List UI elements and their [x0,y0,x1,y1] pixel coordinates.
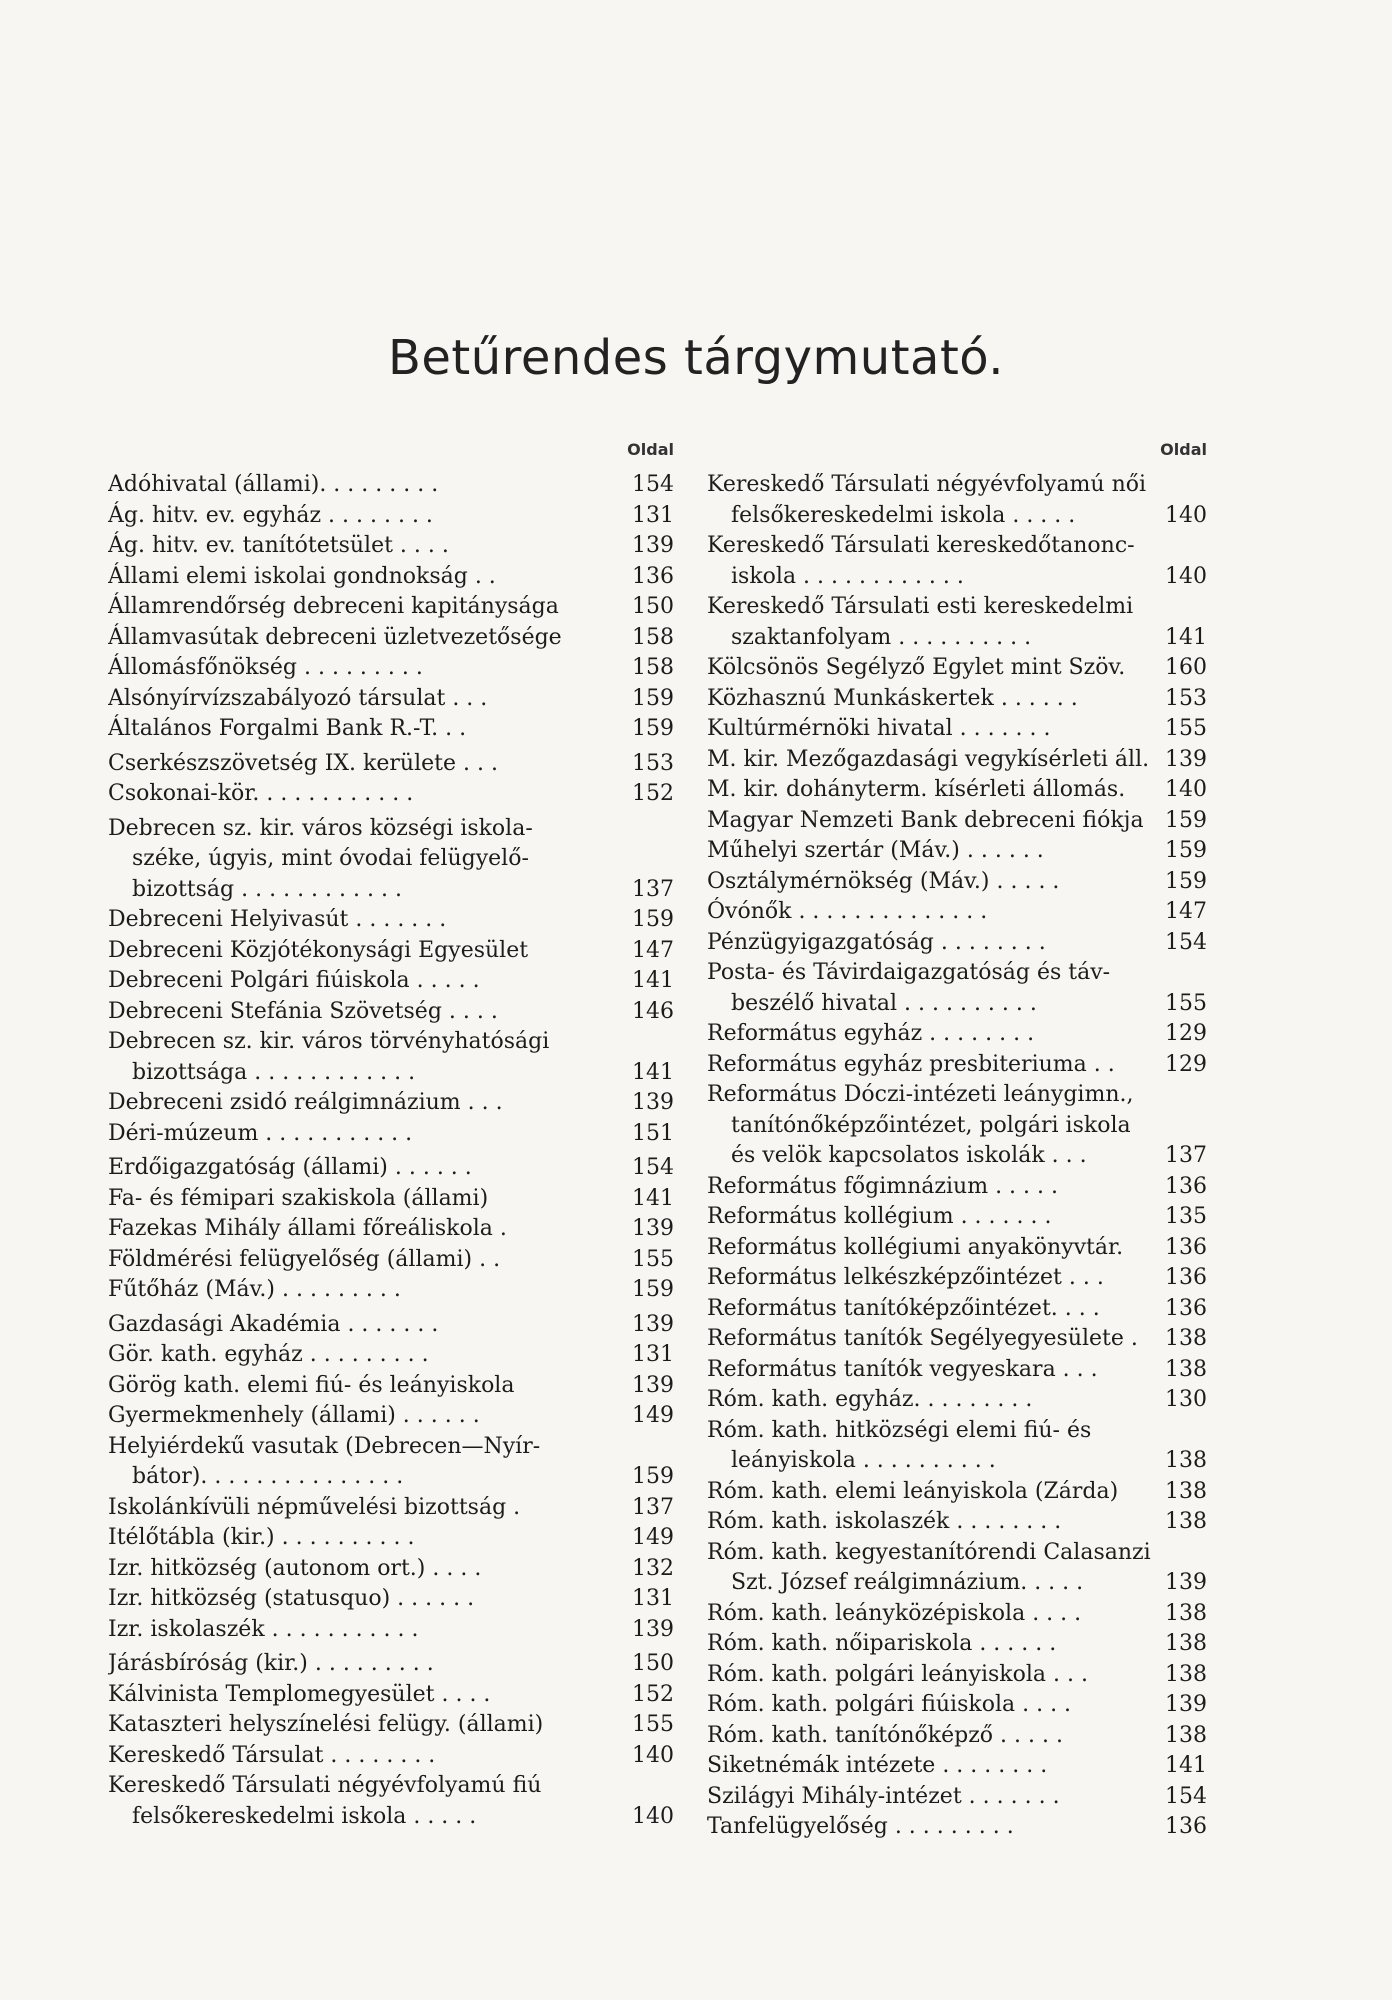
page-number: 160 [1165,655,1207,680]
entry-text: Erdőigazgatóság (állami) . . . . . . [108,1155,472,1180]
index-entry [108,966,674,997]
page-number: 137 [632,1494,674,1520]
entry-text: Fűtőház (Máv.) . . . . . . . . . [108,1277,401,1302]
index-entry [707,1355,1207,1386]
page-number: 158 [632,655,674,680]
index-entry [707,1782,1207,1813]
page-number: 151 [632,1120,674,1146]
index-entry [707,1751,1207,1782]
entry-text: Államrendőrség debreceni kapitánysága [108,594,559,619]
index-entry [108,1680,674,1711]
page-number: 159 [632,685,674,711]
entry-text: Állomásfőnökség . . . . . . . . . [108,655,423,680]
entry-text: beszélő hivatal . . . . . . . . . . [731,990,1037,1016]
page-number: 159 [632,1277,674,1302]
index-entry [707,806,1207,837]
index-entry [707,1477,1207,1508]
page-number: 136 [632,563,674,589]
page-number: 141 [1165,624,1207,650]
entry-text: Cserkészszövetség IX. kerülete . . . [108,750,498,776]
index-entry [108,1710,674,1741]
entry-text: Gazdasági Akadémia . . . . . . . [108,1311,439,1337]
entry-text: Róm. kath. leányközépiskola . . . . [707,1600,1082,1626]
page-number: 138 [1165,1661,1207,1687]
entry-text: Gyermekmenhely (állami) . . . . . . [108,1403,480,1428]
index-entry [108,1741,674,1772]
entry-text: Siketnémák intézete . . . . . . . . [707,1753,1048,1778]
index-entry [707,1019,1207,1050]
entry-text: Izr. hitközség (statusquo) . . . . . . [108,1586,475,1611]
page-number: 155 [1165,990,1207,1016]
entry-text: Kálvinista Templomegyesület . . . . [108,1681,491,1707]
page-number: 153 [1165,685,1207,711]
index-entry [108,623,674,654]
entry-text: Ág. hitv. ev. tanítótetsület . . . . [108,533,449,558]
index-entry [707,867,1207,898]
page-number: 159 [632,907,674,932]
entry-text: Itélőtábla (kir.) . . . . . . . . . . [108,1525,415,1550]
page-number: 138 [1165,1509,1207,1534]
index-entry [108,1523,674,1554]
entry-text: Csokonai-kör. . . . . . . . . . . . [108,781,414,806]
index-entry [108,1214,674,1245]
entry-text: Debreceni zsidó reálgimnázium . . . [108,1090,503,1115]
entry-text: Állami elemi iskolai gondnokság . . [108,563,496,589]
entry-text: Kereskedő Társulati esti kereskedelmi [707,594,1134,619]
entry-text: Fazekas Mihály állami főreáliskola . [108,1216,507,1241]
page-number: 138 [1165,1600,1207,1626]
index-entry [108,1027,674,1088]
page-number: 139 [1165,746,1207,772]
entry-text: Róm. kath. polgári fiúiskola . . . . [707,1692,1072,1717]
entry-text: Déri-múzeum . . . . . . . . . . . [108,1120,413,1146]
index-entry [108,470,674,501]
index-entry [108,1340,674,1371]
index-entry [108,779,674,810]
page-number: 132 [632,1555,674,1581]
entry-text: Kölcsönös Segélyző Egylet mint Szöv. [707,655,1126,680]
entry-text: Járásbíróság (kir.) . . . . . . . . . [108,1651,434,1676]
index-entries [707,470,1207,1843]
entry-text: Szilágyi Mihály-intézet . . . . . . . [707,1783,1060,1809]
page-number: 154 [632,472,674,497]
page-number: 139 [632,533,674,558]
index-entry [108,501,674,532]
index-entry [707,684,1207,715]
page-number: 155 [632,1246,674,1272]
entry-text: Posta- és Távirdaigazgatóság és táv- [707,960,1111,985]
page-number: 146 [632,998,674,1024]
index-entry [108,1153,674,1184]
page-number: 131 [632,1342,674,1367]
page-column-header: Oldal [1160,440,1207,459]
page-number: 158 [632,624,674,650]
entry-text: bizottság . . . . . . . . . . . . [132,876,402,902]
index-entry [108,905,674,936]
page-number: 147 [632,937,674,963]
index-entry [108,1649,674,1680]
index-entry [707,1629,1207,1660]
index-entry [108,562,674,593]
index-entry [108,1088,674,1119]
page-number: 139 [632,1616,674,1642]
index-entry [707,1172,1207,1203]
entry-text: széke, úgyis, mint óvodai felügyelő- [132,846,529,871]
index-entry [108,1615,674,1646]
index-column-left [108,440,674,1832]
index-entry [108,1184,674,1215]
page-number: 138 [1165,1631,1207,1656]
index-entry [707,1690,1207,1721]
entry-text: Református egyház . . . . . . . . [707,1021,1035,1046]
page-number: 149 [632,1403,674,1428]
entry-text: Kereskedő Társulat . . . . . . . . [108,1742,436,1768]
entry-text: Róm. kath. elemi leányiskola (Zárda) [707,1478,1119,1504]
page-number: 155 [632,1712,674,1737]
page-number: 159 [1165,838,1207,863]
entry-text: Gör. kath. egyház . . . . . . . . . [108,1342,429,1367]
page-number: 155 [1165,716,1207,741]
page-number: 131 [632,1586,674,1611]
index-entry [707,1385,1207,1416]
index-entry [108,1310,674,1341]
index-entry [707,1721,1207,1752]
page-number: 138 [1165,1478,1207,1504]
index-entry [108,1119,674,1150]
index-entries [108,470,674,1832]
page-number: 139 [1165,1570,1207,1595]
entry-text: Izr. hitközség (autonom ort.) . . . . [108,1555,482,1581]
entry-text: bizottsága . . . . . . . . . . . . [132,1059,416,1085]
page-number: 136 [1165,1265,1207,1290]
index-entry [707,775,1207,806]
entry-text: Alsónyírvízszabályozó társulat . . . [108,685,488,711]
entry-text: Debreceni Közjótékonysági Egyesület [108,937,529,963]
page-number: 130 [1165,1387,1207,1412]
index-entry [707,745,1207,776]
page-number: 159 [632,1464,674,1489]
entry-text: Magyar Nemzeti Bank debreceni fiókja [707,807,1144,833]
entry-text: Református tanítók Segélyegyesülete . [707,1326,1138,1351]
entry-text: Kereskedő Társulati kereskedőtanonc- [707,533,1135,558]
index-entry [707,958,1207,1019]
index-entry [707,928,1207,959]
page-number: 153 [632,750,674,776]
index-entry [707,470,1207,531]
entry-text: Kereskedő Társulati négyévfolyamú női [707,472,1147,497]
entry-text: Kultúrmérnöki hivatal . . . . . . . [707,716,1051,741]
index-entry [707,1080,1207,1172]
page-number: 139 [632,1090,674,1115]
entry-text: leányiskola . . . . . . . . . . [731,1448,996,1473]
entry-text: M. kir. Mezőgazdasági vegykísérleti áll. [707,746,1150,772]
page-number: 139 [1165,1692,1207,1717]
index-entry [707,1294,1207,1325]
page-number: 139 [632,1372,674,1398]
entry-text: Általános Forgalmi Bank R.-T. . . [108,716,467,741]
entry-text: Tanfelügyelőség . . . . . . . . . [707,1814,1014,1839]
entry-text: Kereskedő Társulati négyévfolyamú fiú [108,1773,542,1798]
index-entry [108,1584,674,1615]
page-title: Betűrendes tárgymutató. [387,330,1005,386]
entry-text: Debreceni Helyivasút . . . . . . . [108,907,447,932]
entry-text: Szt. József reálgimnázium. . . . . [731,1570,1084,1595]
page-number: 141 [632,1185,674,1211]
entry-text: Izr. iskolaszék . . . . . . . . . . . [108,1616,419,1642]
entry-text: Debrecen sz. kir. város községi iskola- [108,815,533,841]
page-number: 136 [1165,1173,1207,1199]
page-number: 150 [632,1651,674,1676]
page-number: 138 [1165,1722,1207,1748]
index-entry [108,749,674,780]
index-entry [707,836,1207,867]
index-entry [108,653,674,684]
page-number: 140 [1165,563,1207,589]
entry-text: M. kir. dohányterm. kísérleti állomás. [707,777,1126,802]
index-entry [707,1660,1207,1691]
page-number: 136 [1165,1295,1207,1321]
entry-text: Ág. hitv. ev. egyház . . . . . . . . [108,502,433,528]
index-entry [707,714,1207,745]
page-number: 152 [632,781,674,806]
entry-text: tanítónőképzőintézet, polgári iskola [731,1112,1131,1138]
entry-text: Debreceni Stefánia Szövetség . . . . [108,998,498,1024]
entry-text: Református lelkészképzőintézet . . . [707,1265,1104,1290]
page-number: 139 [632,1311,674,1337]
page-number: 138 [1165,1326,1207,1351]
index-entry [108,1245,674,1276]
entry-text: Földmérési felügyelőség (állami) . . [108,1246,501,1272]
page-number: 137 [1165,1143,1207,1168]
entry-text: szaktanfolyam . . . . . . . . . . [731,624,1032,650]
entry-text: és velök kapcsolatos iskolák . . . [731,1143,1087,1168]
page-number: 138 [1165,1356,1207,1382]
index-entry [707,1507,1207,1538]
entry-text: Róm. kath. tanítónőképző . . . . . [707,1722,1063,1748]
entry-text: Róm. kath. polgári leányiskola . . . [707,1661,1088,1687]
index-entry [707,1416,1207,1477]
page-number: 159 [1165,868,1207,894]
entry-text: Református kollégiumi anyakönyvtár. [707,1234,1124,1260]
index-entry [108,1771,674,1832]
entry-text: felsőkereskedelmi iskola . . . . . [731,502,1076,528]
entry-text: Műhelyi szertár (Máv.) . . . . . . [707,838,1044,863]
entry-text: Debrecen sz. kir. város törvényhatósági [108,1029,550,1054]
index-entry [108,1371,674,1402]
index-entry [707,1812,1207,1843]
index-entry [707,1263,1207,1294]
page-number: 129 [1165,1021,1207,1046]
entry-text: Református tanítóképzőintézet. . . . [707,1295,1100,1321]
page-number: 154 [632,1155,674,1180]
page-number: 140 [632,1803,674,1829]
index-entry [108,1493,674,1524]
entry-text: Református kollégium . . . . . . . [707,1204,1052,1229]
entry-text: Református egyház presbiteriuma . . [707,1051,1115,1077]
entry-text: Debreceni Polgári fiúiskola . . . . . [108,968,480,993]
index-entry [108,1275,674,1306]
index-entry [707,531,1207,592]
index-entry [707,653,1207,684]
entry-text: iskola . . . . . . . . . . . . [731,563,964,589]
entry-text: Közhasznú Munkáskertek . . . . . . [707,685,1078,711]
index-entry [108,1432,674,1493]
page-number: 138 [1165,1448,1207,1473]
page-number: 141 [632,1059,674,1085]
entry-text: Róm. kath. hitközségi elemi fiú- és [707,1417,1092,1443]
page-number: 154 [1165,929,1207,955]
index-entry [108,684,674,715]
page-number: 154 [1165,1783,1207,1809]
page-number: 139 [632,1216,674,1241]
page-number: 137 [632,876,674,902]
page-number: 140 [632,1742,674,1768]
page-number: 141 [1165,1753,1207,1778]
entry-text: Fa- és fémipari szakiskola (állami) [108,1185,489,1211]
entry-text: felsőkereskedelmi iskola . . . . . [132,1803,477,1829]
index-entry [108,814,674,906]
page-number: 149 [632,1525,674,1550]
entry-text: Református tanítók vegyeskara . . . [707,1356,1098,1382]
entry-text: Református Dóczi-intézeti leánygimn., [707,1082,1134,1107]
page-number: 159 [1165,807,1207,833]
page-number: 159 [632,716,674,741]
index-entry [108,714,674,745]
page-number: 129 [1165,1051,1207,1077]
entry-text: Református főgimnázium . . . . . [707,1173,1059,1199]
entry-text: Róm. kath. nőipariskola . . . . . . [707,1631,1057,1656]
index-entry [108,997,674,1028]
index-entry [108,592,674,623]
page-number: 141 [632,968,674,993]
index-entry [707,1233,1207,1264]
index-entry [707,1202,1207,1233]
page-column-header: Oldal [627,440,674,459]
page-number: 140 [1165,502,1207,528]
entry-text: Görög kath. elemi fiú- és leányiskola [108,1372,515,1398]
index-entry [108,936,674,967]
entry-text: Adóhivatal (állami). . . . . . . . . [108,472,439,497]
entry-text: Osztálymérnökség (Máv.) . . . . . [707,868,1060,894]
entry-text: Pénzügyigazgatóság . . . . . . . . [707,929,1046,955]
entry-text: Államvasútak debreceni üzletvezetősége [108,624,562,650]
entry-text: bátor). . . . . . . . . . . . . . . [132,1464,404,1489]
index-entry [707,1324,1207,1355]
entry-text: Helyiérdekű vasutak (Debrecen—Nyír- [108,1433,541,1459]
index-entry [108,531,674,562]
index-entry [707,1050,1207,1081]
index-entry [707,897,1207,928]
page-number: 152 [632,1681,674,1707]
entry-text: Róm. kath. iskolaszék . . . . . . . . [707,1509,1062,1534]
index-entry [707,1538,1207,1599]
entry-text: Óvónők . . . . . . . . . . . . . . [707,899,988,924]
page-number: 136 [1165,1234,1207,1260]
index-entry [108,1554,674,1585]
index-column-right [707,440,1207,1843]
entry-text: Róm. kath. egyház. . . . . . . . . [707,1387,1033,1412]
page-number: 131 [632,502,674,528]
entry-text: Róm. kath. kegyestanítórendi Calasanzi [707,1539,1151,1565]
page-number: 135 [1165,1204,1207,1229]
index-entry [707,592,1207,653]
page-number: 147 [1165,899,1207,924]
index-entry [108,1401,674,1432]
entry-text: Kataszteri helyszínelési felügy. (állami) [108,1712,544,1737]
page-number: 140 [1165,777,1207,802]
entry-text: Iskolánkívüli népművelési bizottság . [108,1494,521,1520]
index-entry [707,1599,1207,1630]
page-number: 136 [1165,1814,1207,1839]
page-number: 150 [632,594,674,619]
